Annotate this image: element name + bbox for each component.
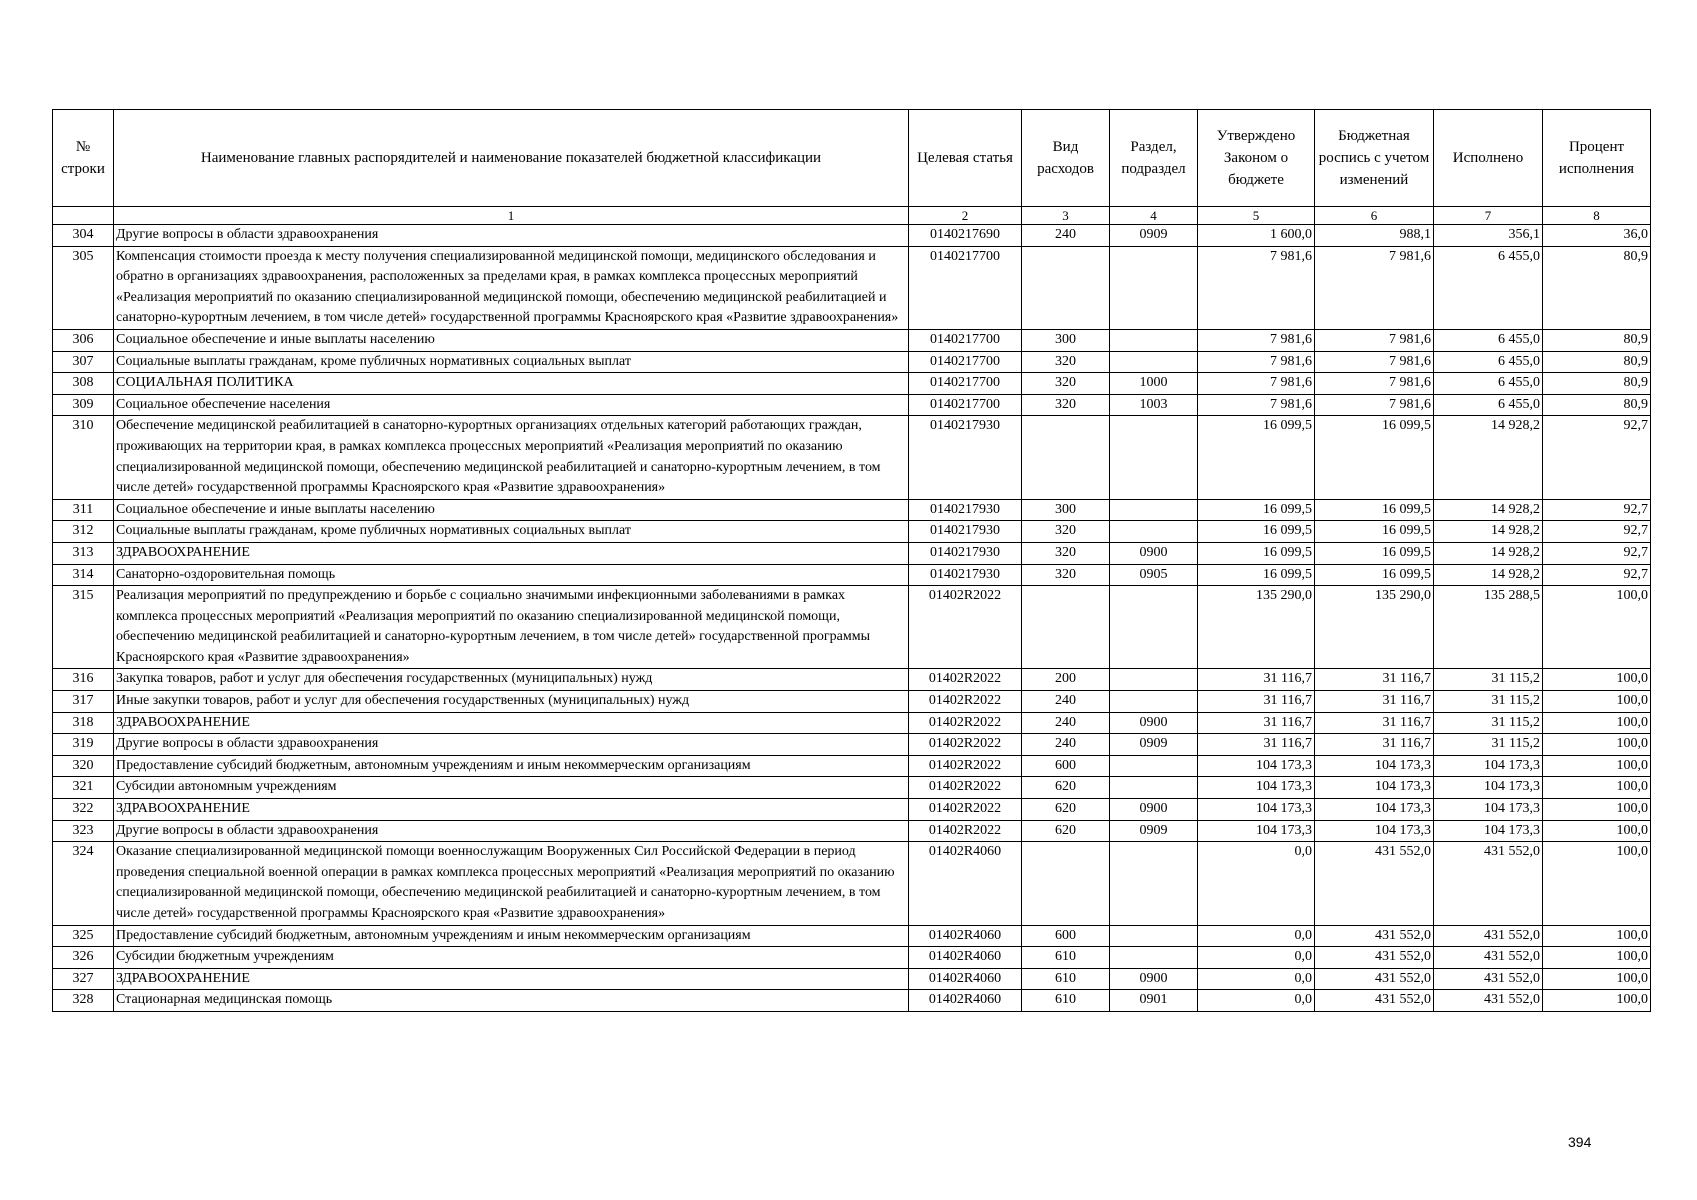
approved-cell: 31 116,7 <box>1198 734 1315 756</box>
section-cell <box>1110 777 1198 799</box>
budget-schedule-cell: 988,1 <box>1315 225 1434 247</box>
column-number: 7 <box>1434 207 1543 225</box>
section-cell: 0900 <box>1110 968 1198 990</box>
budget-schedule-cell: 16 099,5 <box>1315 499 1434 521</box>
percent-cell: 100,0 <box>1543 777 1651 799</box>
approved-cell: 31 116,7 <box>1198 691 1315 713</box>
executed-cell: 14 928,2 <box>1434 499 1543 521</box>
executed-cell: 104 173,3 <box>1434 777 1543 799</box>
section-cell <box>1110 691 1198 713</box>
expense-type-cell: 300 <box>1022 329 1110 351</box>
budget-execution-table <box>52 109 1651 1012</box>
row-number-cell: 309 <box>53 394 114 416</box>
table-row <box>53 799 1651 821</box>
executed-cell: 135 288,5 <box>1434 586 1543 669</box>
executed-cell: 356,1 <box>1434 225 1543 247</box>
table-row <box>53 968 1651 990</box>
target-article-cell: 01402R2022 <box>909 586 1022 669</box>
section-cell <box>1110 925 1198 947</box>
percent-cell: 100,0 <box>1543 669 1651 691</box>
approved-cell: 16 099,5 <box>1198 499 1315 521</box>
approved-cell: 1 600,0 <box>1198 225 1315 247</box>
approved-cell: 104 173,3 <box>1198 799 1315 821</box>
row-number-cell: 318 <box>53 712 114 734</box>
approved-cell: 31 116,7 <box>1198 712 1315 734</box>
executed-cell: 104 173,3 <box>1434 755 1543 777</box>
target-article-cell: 01402R2022 <box>909 799 1022 821</box>
table-row <box>53 947 1651 969</box>
name-cell: Социальное обеспечение и иные выплаты населению <box>114 499 909 521</box>
percent-cell: 92,7 <box>1543 499 1651 521</box>
section-cell <box>1110 521 1198 543</box>
approved-cell: 7 981,6 <box>1198 373 1315 395</box>
column-number: 3 <box>1022 207 1110 225</box>
name-cell: Закупка товаров, работ и услуг для обеспечения государственных (муниципальных) нужд <box>114 669 909 691</box>
percent-cell: 80,9 <box>1543 329 1651 351</box>
header-executed: Исполнено <box>1434 110 1543 207</box>
expense-type-cell <box>1022 842 1110 925</box>
row-number-cell: 316 <box>53 669 114 691</box>
executed-cell: 6 455,0 <box>1434 246 1543 329</box>
header-section: Раздел, подраздел <box>1110 110 1198 207</box>
header-row <box>53 110 1651 207</box>
column-number: 6 <box>1315 207 1434 225</box>
target-article-cell: 0140217930 <box>909 542 1022 564</box>
executed-cell: 6 455,0 <box>1434 394 1543 416</box>
page-number: 394 <box>1568 1134 1592 1150</box>
approved-cell: 0,0 <box>1198 990 1315 1012</box>
executed-cell: 31 115,2 <box>1434 712 1543 734</box>
budget-schedule-cell: 135 290,0 <box>1315 586 1434 669</box>
expense-type-cell: 610 <box>1022 990 1110 1012</box>
percent-cell: 100,0 <box>1543 586 1651 669</box>
header-budget-schedule: Бюджетная роспись с учетом изменений <box>1315 110 1434 207</box>
expense-type-cell: 300 <box>1022 499 1110 521</box>
row-number-cell: 325 <box>53 925 114 947</box>
executed-cell: 14 928,2 <box>1434 521 1543 543</box>
approved-cell: 0,0 <box>1198 968 1315 990</box>
row-number-cell: 323 <box>53 820 114 842</box>
target-article-cell: 01402R2022 <box>909 777 1022 799</box>
target-article-cell: 0140217700 <box>909 246 1022 329</box>
table-row <box>53 416 1651 499</box>
executed-cell: 104 173,3 <box>1434 820 1543 842</box>
target-article-cell: 01402R2022 <box>909 669 1022 691</box>
percent-cell: 92,7 <box>1543 416 1651 499</box>
percent-cell: 100,0 <box>1543 734 1651 756</box>
table-row <box>53 777 1651 799</box>
target-article-cell: 0140217930 <box>909 564 1022 586</box>
row-number-cell: 322 <box>53 799 114 821</box>
section-cell <box>1110 246 1198 329</box>
target-article-cell: 01402R2022 <box>909 691 1022 713</box>
name-cell: Реализация мероприятий по предупреждению и борьбе с социально значимыми инфекционными заболеваниями в рамках комплекса процессных мероприятий «Реализация мероприятий по оказанию специализированной медицинской помощи, обеспечению медицинской реабилитацией и санаторно-курортным лечением, в том числе детей» государственной программы Красноярского края «Развитие здравоохранения» <box>114 586 909 669</box>
budget-schedule-cell: 431 552,0 <box>1315 925 1434 947</box>
row-number-cell: 313 <box>53 542 114 564</box>
name-cell: Социальное обеспечение населения <box>114 394 909 416</box>
table-row <box>53 246 1651 329</box>
executed-cell: 431 552,0 <box>1434 947 1543 969</box>
table-row <box>53 564 1651 586</box>
budget-schedule-cell: 431 552,0 <box>1315 842 1434 925</box>
row-number-cell: 307 <box>53 351 114 373</box>
section-cell: 0909 <box>1110 820 1198 842</box>
budget-schedule-cell: 31 116,7 <box>1315 734 1434 756</box>
expense-type-cell: 240 <box>1022 225 1110 247</box>
row-number-cell: 308 <box>53 373 114 395</box>
budget-schedule-cell: 7 981,6 <box>1315 329 1434 351</box>
budget-schedule-cell: 104 173,3 <box>1315 755 1434 777</box>
budget-schedule-cell: 104 173,3 <box>1315 820 1434 842</box>
expense-type-cell: 200 <box>1022 669 1110 691</box>
budget-schedule-cell: 16 099,5 <box>1315 542 1434 564</box>
target-article-cell: 0140217700 <box>909 394 1022 416</box>
name-cell: Социальные выплаты гражданам, кроме публичных нормативных социальных выплат <box>114 351 909 373</box>
budget-schedule-cell: 7 981,6 <box>1315 394 1434 416</box>
approved-cell: 7 981,6 <box>1198 246 1315 329</box>
percent-cell: 100,0 <box>1543 990 1651 1012</box>
table-row <box>53 521 1651 543</box>
table-row <box>53 842 1651 925</box>
table-row <box>53 712 1651 734</box>
name-cell: Другие вопросы в области здравоохранения <box>114 734 909 756</box>
target-article-cell: 0140217700 <box>909 351 1022 373</box>
target-article-cell: 0140217700 <box>909 329 1022 351</box>
percent-cell: 100,0 <box>1543 842 1651 925</box>
percent-cell: 100,0 <box>1543 691 1651 713</box>
approved-cell: 7 981,6 <box>1198 329 1315 351</box>
expense-type-cell: 320 <box>1022 521 1110 543</box>
name-cell: Обеспечение медицинской реабилитацией в санаторно-курортных организациях отдельных категорий работающих граждан, проживающих на территории края, в рамках комплекса процессных мероприятий «Реализация мероприятий по оказанию специализированной медицинской помощи, обеспечению медицинской реабилитацией и санаторно-курортным лечением, в том числе детей» государственной программы Красноярского края «Развитие здравоохранения» <box>114 416 909 499</box>
executed-cell: 14 928,2 <box>1434 564 1543 586</box>
budget-schedule-cell: 104 173,3 <box>1315 777 1434 799</box>
target-article-cell: 01402R4060 <box>909 842 1022 925</box>
table-row <box>53 755 1651 777</box>
section-cell: 1003 <box>1110 394 1198 416</box>
row-number-cell: 315 <box>53 586 114 669</box>
percent-cell: 92,7 <box>1543 521 1651 543</box>
name-cell: Субсидии автономным учреждениям <box>114 777 909 799</box>
name-cell: ЗДРАВООХРАНЕНИЕ <box>114 799 909 821</box>
approved-cell: 16 099,5 <box>1198 564 1315 586</box>
target-article-cell: 0140217700 <box>909 373 1022 395</box>
name-cell: Предоставление субсидий бюджетным, автономным учреждениям и иным некоммерческим организациям <box>114 755 909 777</box>
budget-schedule-cell: 7 981,6 <box>1315 351 1434 373</box>
approved-cell: 0,0 <box>1198 842 1315 925</box>
row-number-cell: 319 <box>53 734 114 756</box>
percent-cell: 80,9 <box>1543 394 1651 416</box>
table-row <box>53 691 1651 713</box>
approved-cell: 135 290,0 <box>1198 586 1315 669</box>
name-cell: Санаторно-оздоровительная помощь <box>114 564 909 586</box>
table-row <box>53 586 1651 669</box>
section-cell: 0900 <box>1110 542 1198 564</box>
header-row-number: № строки <box>53 110 114 207</box>
expense-type-cell: 320 <box>1022 351 1110 373</box>
expense-type-cell: 620 <box>1022 799 1110 821</box>
budget-schedule-cell: 7 981,6 <box>1315 373 1434 395</box>
target-article-cell: 01402R4060 <box>909 968 1022 990</box>
approved-cell: 0,0 <box>1198 925 1315 947</box>
executed-cell: 431 552,0 <box>1434 925 1543 947</box>
column-number: 8 <box>1543 207 1651 225</box>
column-number-row <box>53 207 1651 225</box>
target-article-cell: 01402R2022 <box>909 734 1022 756</box>
table-header <box>53 110 1651 225</box>
percent-cell: 100,0 <box>1543 925 1651 947</box>
row-number-cell: 328 <box>53 990 114 1012</box>
executed-cell: 431 552,0 <box>1434 842 1543 925</box>
section-cell <box>1110 499 1198 521</box>
section-cell <box>1110 416 1198 499</box>
column-number: 2 <box>909 207 1022 225</box>
executed-cell: 14 928,2 <box>1434 416 1543 499</box>
percent-cell: 36,0 <box>1543 225 1651 247</box>
section-cell: 1000 <box>1110 373 1198 395</box>
name-cell: Субсидии бюджетным учреждениям <box>114 947 909 969</box>
approved-cell: 104 173,3 <box>1198 755 1315 777</box>
section-cell <box>1110 329 1198 351</box>
row-number-cell: 305 <box>53 246 114 329</box>
approved-cell: 7 981,6 <box>1198 351 1315 373</box>
header-approved: Утверждено Законом о бюджете <box>1198 110 1315 207</box>
expense-type-cell <box>1022 246 1110 329</box>
section-cell: 0900 <box>1110 712 1198 734</box>
table-row <box>53 669 1651 691</box>
approved-cell: 104 173,3 <box>1198 777 1315 799</box>
executed-cell: 6 455,0 <box>1434 373 1543 395</box>
executed-cell: 31 115,2 <box>1434 691 1543 713</box>
table-row <box>53 351 1651 373</box>
name-cell: ЗДРАВООХРАНЕНИЕ <box>114 542 909 564</box>
percent-cell: 100,0 <box>1543 820 1651 842</box>
expense-type-cell: 240 <box>1022 712 1110 734</box>
approved-cell: 7 981,6 <box>1198 394 1315 416</box>
row-number-cell: 317 <box>53 691 114 713</box>
percent-cell: 92,7 <box>1543 542 1651 564</box>
column-number: 5 <box>1198 207 1315 225</box>
percent-cell: 100,0 <box>1543 755 1651 777</box>
expense-type-cell <box>1022 416 1110 499</box>
row-number-cell: 326 <box>53 947 114 969</box>
section-cell <box>1110 586 1198 669</box>
executed-cell: 14 928,2 <box>1434 542 1543 564</box>
percent-cell: 80,9 <box>1543 373 1651 395</box>
header-expense-type: Вид расходов <box>1022 110 1110 207</box>
target-article-cell: 01402R2022 <box>909 712 1022 734</box>
percent-cell: 92,7 <box>1543 564 1651 586</box>
percent-cell: 100,0 <box>1543 712 1651 734</box>
table-row <box>53 373 1651 395</box>
header-target-article: Целевая статья <box>909 110 1022 207</box>
section-cell <box>1110 351 1198 373</box>
target-article-cell: 01402R2022 <box>909 755 1022 777</box>
expense-type-cell: 320 <box>1022 373 1110 395</box>
expense-type-cell: 320 <box>1022 564 1110 586</box>
name-cell: Другие вопросы в области здравоохранения <box>114 225 909 247</box>
row-number-cell: 321 <box>53 777 114 799</box>
target-article-cell: 01402R4060 <box>909 990 1022 1012</box>
table-row <box>53 990 1651 1012</box>
budget-schedule-cell: 104 173,3 <box>1315 799 1434 821</box>
percent-cell: 100,0 <box>1543 947 1651 969</box>
target-article-cell: 0140217930 <box>909 521 1022 543</box>
name-cell: Социальные выплаты гражданам, кроме публичных нормативных социальных выплат <box>114 521 909 543</box>
target-article-cell: 0140217690 <box>909 225 1022 247</box>
table-body <box>53 225 1651 1012</box>
row-number-cell: 310 <box>53 416 114 499</box>
row-number-cell: 320 <box>53 755 114 777</box>
table-row <box>53 820 1651 842</box>
target-article-cell: 01402R4060 <box>909 947 1022 969</box>
approved-cell: 104 173,3 <box>1198 820 1315 842</box>
approved-cell: 31 116,7 <box>1198 669 1315 691</box>
table-row <box>53 542 1651 564</box>
column-number: 1 <box>114 207 909 225</box>
approved-cell: 16 099,5 <box>1198 521 1315 543</box>
expense-type-cell: 620 <box>1022 820 1110 842</box>
expense-type-cell: 240 <box>1022 691 1110 713</box>
budget-schedule-cell: 431 552,0 <box>1315 968 1434 990</box>
executed-cell: 431 552,0 <box>1434 968 1543 990</box>
expense-type-cell: 320 <box>1022 394 1110 416</box>
name-cell: СОЦИАЛЬНАЯ ПОЛИТИКА <box>114 373 909 395</box>
budget-schedule-cell: 31 116,7 <box>1315 712 1434 734</box>
target-article-cell: 0140217930 <box>909 416 1022 499</box>
column-number: 4 <box>1110 207 1198 225</box>
executed-cell: 6 455,0 <box>1434 351 1543 373</box>
executed-cell: 104 173,3 <box>1434 799 1543 821</box>
table-row <box>53 925 1651 947</box>
expense-type-cell: 600 <box>1022 755 1110 777</box>
row-number-cell: 311 <box>53 499 114 521</box>
name-cell: Иные закупки товаров, работ и услуг для обеспечения государственных (муниципальных) нужд <box>114 691 909 713</box>
executed-cell: 431 552,0 <box>1434 990 1543 1012</box>
name-cell: Оказание специализированной медицинской помощи военнослужащим Вооруженных Сил Российской Федерации в период проведения специальной военной операции в рамках комплекса процессных мероприятий «Реализация мероприятий по оказанию специализированной медицинской помощи, обеспечению медицинской реабилитацией и санаторно-курортным лечением, в том числе детей» государственной программы Красноярского края «Развитие здравоохранения» <box>114 842 909 925</box>
budget-schedule-cell: 16 099,5 <box>1315 416 1434 499</box>
section-cell <box>1110 755 1198 777</box>
header-percent: Процент исполнения <box>1543 110 1651 207</box>
approved-cell: 16 099,5 <box>1198 542 1315 564</box>
approved-cell: 0,0 <box>1198 947 1315 969</box>
target-article-cell: 01402R4060 <box>909 925 1022 947</box>
section-cell <box>1110 842 1198 925</box>
section-cell: 0905 <box>1110 564 1198 586</box>
budget-schedule-cell: 431 552,0 <box>1315 947 1434 969</box>
target-article-cell: 01402R2022 <box>909 820 1022 842</box>
header-name: Наименование главных распорядителей и наименование показателей бюджетной классификации <box>114 110 909 207</box>
budget-schedule-cell: 16 099,5 <box>1315 564 1434 586</box>
target-article-cell: 0140217930 <box>909 499 1022 521</box>
budget-schedule-cell: 16 099,5 <box>1315 521 1434 543</box>
row-number-cell: 324 <box>53 842 114 925</box>
expense-type-cell: 600 <box>1022 925 1110 947</box>
expense-type-cell: 610 <box>1022 947 1110 969</box>
expense-type-cell: 240 <box>1022 734 1110 756</box>
section-cell: 0900 <box>1110 799 1198 821</box>
table-row <box>53 225 1651 247</box>
section-cell: 0901 <box>1110 990 1198 1012</box>
executed-cell: 31 115,2 <box>1434 734 1543 756</box>
name-cell: Стационарная медицинская помощь <box>114 990 909 1012</box>
name-cell: ЗДРАВООХРАНЕНИЕ <box>114 712 909 734</box>
approved-cell: 16 099,5 <box>1198 416 1315 499</box>
row-number-cell: 312 <box>53 521 114 543</box>
row-number-cell: 314 <box>53 564 114 586</box>
section-cell: 0909 <box>1110 225 1198 247</box>
budget-schedule-cell: 31 116,7 <box>1315 691 1434 713</box>
percent-cell: 100,0 <box>1543 799 1651 821</box>
table-row <box>53 329 1651 351</box>
column-number <box>53 207 114 225</box>
name-cell: Другие вопросы в области здравоохранения <box>114 820 909 842</box>
expense-type-cell <box>1022 586 1110 669</box>
expense-type-cell: 320 <box>1022 542 1110 564</box>
table-row <box>53 734 1651 756</box>
percent-cell: 100,0 <box>1543 968 1651 990</box>
name-cell: ЗДРАВООХРАНЕНИЕ <box>114 968 909 990</box>
section-cell: 0909 <box>1110 734 1198 756</box>
section-cell <box>1110 669 1198 691</box>
row-number-cell: 327 <box>53 968 114 990</box>
name-cell: Социальное обеспечение и иные выплаты населению <box>114 329 909 351</box>
name-cell: Предоставление субсидий бюджетным, автономным учреждениям и иным некоммерческим организациям <box>114 925 909 947</box>
executed-cell: 6 455,0 <box>1434 329 1543 351</box>
budget-schedule-cell: 31 116,7 <box>1315 669 1434 691</box>
table-row <box>53 394 1651 416</box>
percent-cell: 80,9 <box>1543 246 1651 329</box>
expense-type-cell: 610 <box>1022 968 1110 990</box>
expense-type-cell: 620 <box>1022 777 1110 799</box>
executed-cell: 31 115,2 <box>1434 669 1543 691</box>
section-cell <box>1110 947 1198 969</box>
row-number-cell: 304 <box>53 225 114 247</box>
budget-schedule-cell: 7 981,6 <box>1315 246 1434 329</box>
row-number-cell: 306 <box>53 329 114 351</box>
table-row <box>53 499 1651 521</box>
budget-schedule-cell: 431 552,0 <box>1315 990 1434 1012</box>
percent-cell: 80,9 <box>1543 351 1651 373</box>
name-cell: Компенсация стоимости проезда к месту получения специализированной медицинской помощи, медицинского обследования и обратно в организациях здравоохранения, расположенных за пределами края, в рамках комплекса процессных мероприятий «Реализация мероприятий по оказанию специализированной медицинской помощи, обеспечению медицинской реабилитацией и санаторно-курортным лечением, в том числе детей» государственной программы Красноярского края «Развитие здравоохранения» <box>114 246 909 329</box>
